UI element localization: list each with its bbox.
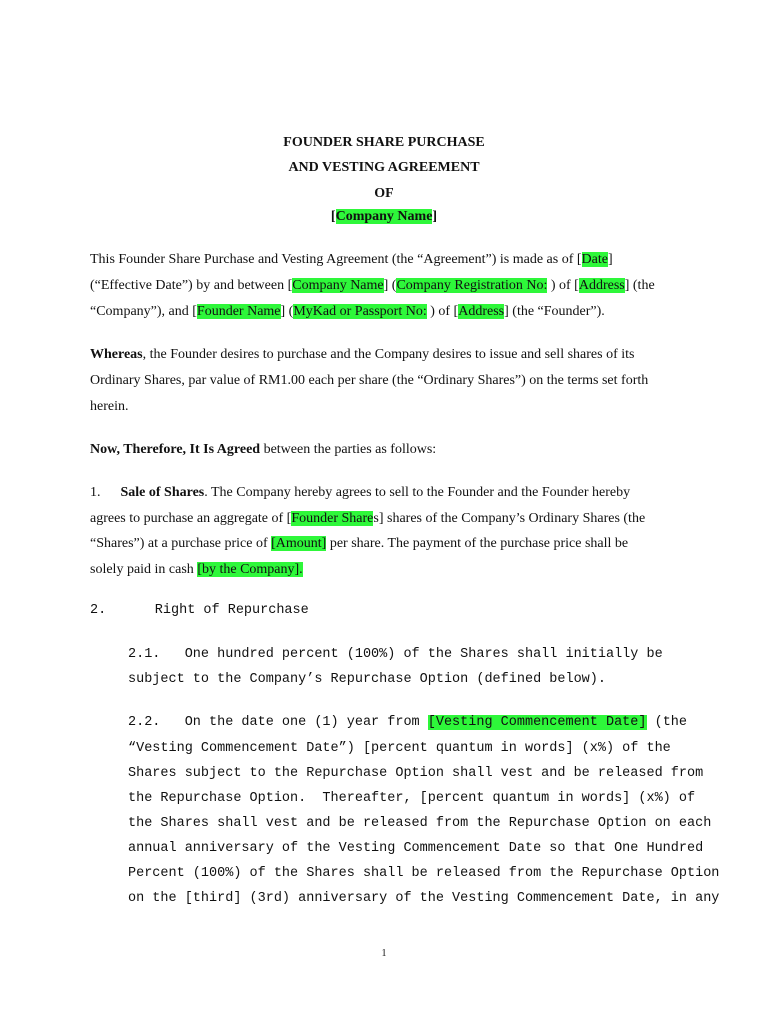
date-placeholder: Date [581, 252, 608, 267]
section-1-number: 1. [90, 485, 101, 500]
page-number: 1 [381, 948, 387, 959]
intro-line-1: This Founder Share Purchase and Vesting Agreement (the “Agreement”) is made as of [Date] [90, 252, 613, 267]
intro-line-2: (“Effective Date”) by and between [Company Name] (Company Registration No: ) of [Address] (the [90, 278, 655, 293]
clause-2-1-line-2: subject to the Company’s Repurchase Option (defined below). [128, 672, 606, 687]
founder-id-field: MyKad or Passport No: [293, 304, 427, 319]
clause-2-2-line-4: the Repurchase Option. Thereafter, [percent quantum in words] (x%) of [128, 791, 696, 806]
clause-2-1-line-1: 2.1. One hundred percent (100%) of the Shares shall initially be [128, 647, 663, 662]
founder-address-field: Address [458, 304, 505, 319]
amount-field: [Amount] [271, 536, 327, 551]
whereas-line-3: herein. [90, 399, 129, 414]
whereas-label: Whereas [90, 347, 143, 362]
now-therefore-line: Now, Therefore, It Is Agreed between the parties as follows: [90, 442, 437, 457]
section-1-line-3: “Shares”) at a purchase price of [Amount] per share. The payment of the purchase price shall be [90, 536, 629, 551]
title-line-1: FOUNDER SHARE PURCHASE [283, 135, 485, 150]
company-address-field: Address [578, 278, 625, 293]
vesting-commencement-date-field: [Vesting Commencement Date] [427, 715, 647, 730]
founder-shares-field: Founder Share [291, 511, 374, 526]
section-1-line-1: 1. Sale of Shares. The Company hereby agrees to sell to the Founder and the Founder hereby [90, 485, 631, 500]
now-therefore-label: Now, Therefore, It Is Agreed [90, 442, 261, 457]
section-1-heading: Sale of Shares [120, 485, 205, 500]
company-registration-field: Company Registration No: [396, 278, 548, 293]
clause-2-2-line-6: annual anniversary of the Vesting Commencement Date so that One Hundred [128, 841, 704, 856]
clause-2-2-line-8: on the [third] (3rd) anniversary of the Vesting Commencement Date, in any [128, 891, 720, 906]
title-company: [Company Name] [330, 209, 438, 224]
title-line-3: OF [374, 186, 394, 201]
clause-2-2-line-2: “Vesting Commencement Date”) [percent quantum in words] (x%) of the [128, 741, 671, 756]
clause-2-2-line-1: 2.2. On the date one (1) year from [Vesting Commencement Date] (the [128, 715, 688, 730]
section-2-heading: 2. Right of Repurchase [90, 603, 309, 618]
founder-name-field: Founder Name [196, 304, 281, 319]
company-name-placeholder: Company Name [335, 209, 433, 224]
whereas-line-2: Ordinary Shares, par value of RM1.00 each per share (the “Ordinary Shares”) on the terms set forth [90, 373, 649, 388]
company-name-field: Company Name [292, 278, 384, 293]
section-1-line-4: solely paid in cash [by the Company]. [90, 562, 303, 577]
title-line-2: AND VESTING AGREEMENT [288, 160, 480, 175]
intro-line-3: “Company”), and [Founder Name] (MyKad or Passport No: ) of [Address] (the “Founder”). [90, 304, 605, 319]
section-1-line-2: agrees to purchase an aggregate of [Founder Shares] shares of the Company’s Ordinary Shares (the [90, 511, 646, 526]
clause-2-2-line-5: the Shares shall vest and be released from the Repurchase Option on each [128, 816, 712, 831]
whereas-line-1: Whereas, the Founder desires to purchase and the Company desires to issue and sell shares of its [90, 347, 635, 362]
payer-field: [by the Company]. [197, 562, 303, 577]
clause-2-2-line-7: Percent (100%) of the Shares shall be released from the Repurchase Option [128, 866, 720, 881]
clause-2-2-line-3: Shares subject to the Repurchase Option shall vest and be released from [128, 766, 704, 781]
